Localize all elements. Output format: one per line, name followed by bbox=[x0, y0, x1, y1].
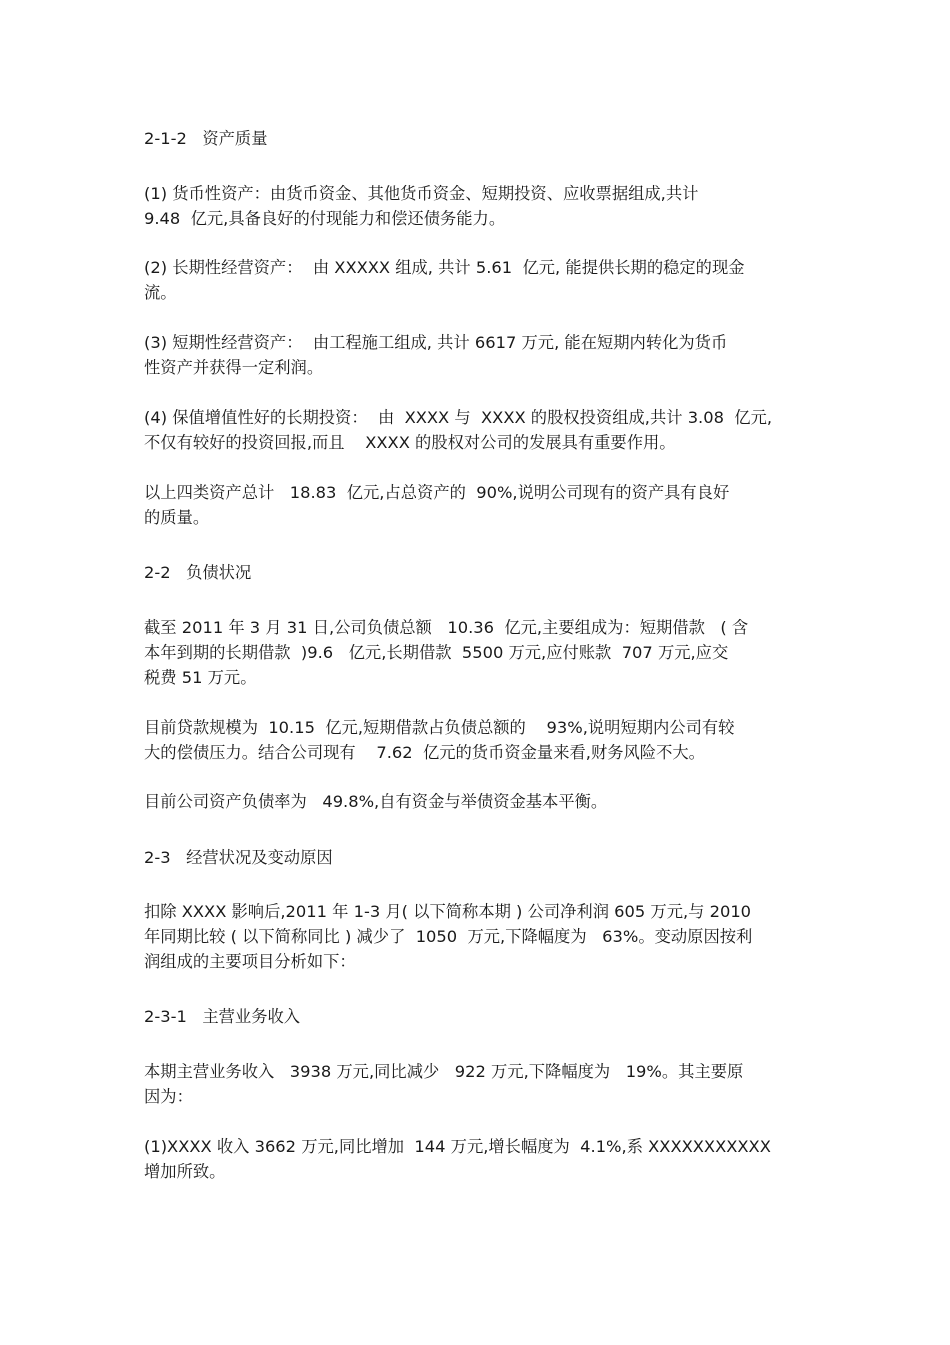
paragraph-line: 目前公司资产负债率为 49.8%,自有资金与举债资金基本平衡。 bbox=[144, 792, 608, 811]
paragraph-line: 税费 51 万元。 bbox=[144, 668, 257, 687]
paragraph-line: 的质量。 bbox=[144, 508, 210, 527]
paragraph-line: 年同期比较 ( 以下简称同比 ) 减少了 1050 万元,下降幅度为 63%。变动原因按利 bbox=[144, 927, 753, 946]
heading-text: 2-2 负债状况 bbox=[144, 563, 252, 582]
paragraph-line: 本期主营业务收入 3938 万元,同比减少 922 万元,下降幅度为 19%。其主要原 bbox=[144, 1062, 744, 1081]
paragraph-line: (3) 短期性经营资产： 由工程施工组成, 共计 6617 万元, 能在短期内转化为货币 bbox=[144, 333, 728, 352]
paragraph-loans bbox=[144, 715, 834, 765]
paragraph-line: (4) 保值增值性好的长期投资： 由 XXXX 与 XXXX 的股权投资组成,共计 3.08 亿元, bbox=[144, 408, 773, 427]
paragraph-line: 增加所致。 bbox=[144, 1162, 226, 1181]
paragraph-liabilities bbox=[144, 615, 834, 690]
paragraph-line: 扣除 XXXX 影响后,2011 年 1-3 月( 以下简称本期 ) 公司净利润 605 万元,与 2010 bbox=[144, 902, 752, 921]
section-heading-2-1-2 bbox=[144, 126, 834, 151]
paragraph-line: 不仅有较好的投资回报,而且 XXXX 的股权对公司的发展具有重要作用。 bbox=[144, 433, 676, 452]
paragraph-line: 润组成的主要项目分析如下： bbox=[144, 952, 356, 971]
heading-text: 2-1-2 资产质量 bbox=[144, 129, 268, 148]
paragraph-line: 因为： bbox=[144, 1087, 193, 1106]
paragraph-asset-summary bbox=[144, 480, 834, 530]
paragraph-line: (2) 长期性经营资产： 由 XXXXX 组成, 共计 5.61 亿元, 能提供长期的稳定的现金 bbox=[144, 258, 745, 277]
paragraph-line: (1) 货币性资产：由货币资金、其他货币资金、短期投资、应收票据组成,共计 bbox=[144, 184, 699, 203]
heading-text: 2-3 经营状况及变动原因 bbox=[144, 848, 333, 867]
paragraph-line: 目前贷款规模为 10.15 亿元,短期借款占负债总额的 93%,说明短期内公司有较 bbox=[144, 718, 735, 737]
paragraph-main-revenue bbox=[144, 1059, 834, 1109]
section-heading-2-3 bbox=[144, 845, 834, 870]
paragraph-line: (1)XXXX 收入 3662 万元,同比增加 144 万元,增长幅度为 4.1%,系 XXXXXXXXXXX bbox=[144, 1137, 771, 1156]
paragraph-short-term-operating-assets bbox=[144, 330, 834, 380]
paragraph-line: 性资产并获得一定利润。 bbox=[144, 358, 324, 377]
paragraph-long-term-investment bbox=[144, 405, 834, 455]
paragraph-long-term-operating-assets bbox=[144, 255, 834, 305]
paragraph-line: 9.48 亿元,具备良好的付现能力和偿还债务能力。 bbox=[144, 209, 506, 228]
paragraph-line: 大的偿债压力。结合公司现有 7.62 亿元的货币资金量来看,财务风险不大。 bbox=[144, 743, 705, 762]
paragraph-line: 流。 bbox=[144, 283, 177, 302]
heading-text: 2-3-1 主营业务收入 bbox=[144, 1007, 301, 1026]
paragraph-operations bbox=[144, 899, 834, 974]
paragraph-line: 截至 2011 年 3 月 31 日,公司负债总额 10.36 亿元,主要组成为：短期借款 ( 含 bbox=[144, 618, 749, 637]
section-heading-2-2 bbox=[144, 560, 834, 585]
paragraph-line: 本年到期的长期借款 )9.6 亿元,长期借款 5500 万元,应付账款 707 万元,应交 bbox=[144, 643, 729, 662]
paragraph-debt-ratio bbox=[144, 789, 834, 814]
section-heading-2-3-1 bbox=[144, 1004, 834, 1029]
paragraph-line: 以上四类资产总计 18.83 亿元,占总资产的 90%,说明公司现有的资产具有良好 bbox=[144, 483, 730, 502]
paragraph-monetary-assets bbox=[144, 181, 834, 231]
paragraph-revenue-item-1 bbox=[144, 1134, 834, 1184]
